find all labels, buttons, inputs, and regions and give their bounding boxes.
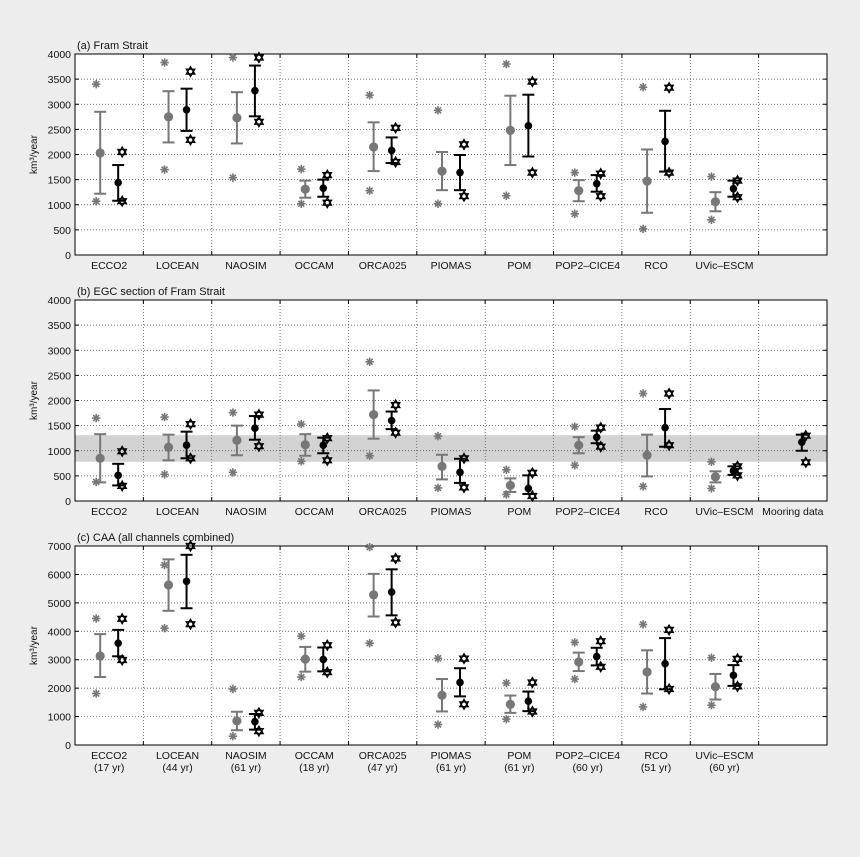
max-marker xyxy=(707,458,715,466)
max-marker xyxy=(639,620,647,628)
chart-panel-1 xyxy=(29,40,827,272)
min-marker xyxy=(571,210,579,218)
mean-marker xyxy=(319,441,327,449)
mean-marker xyxy=(96,148,105,157)
x-category-label: POP2–CICE4 xyxy=(555,260,621,272)
mean-marker xyxy=(251,424,259,432)
mean-marker xyxy=(114,639,122,647)
x-category-label: ORCA025 xyxy=(358,750,407,762)
mean-marker xyxy=(183,441,191,449)
x-category-label: POM xyxy=(507,750,532,762)
max-marker xyxy=(502,466,510,474)
mean-marker xyxy=(506,481,515,490)
x-category-label: PIOMAS xyxy=(430,260,472,272)
min-marker xyxy=(92,689,100,697)
mean-marker xyxy=(388,588,396,596)
min-marker xyxy=(502,490,510,498)
y-tick-label: 2000 xyxy=(47,683,71,696)
max-marker xyxy=(365,358,373,366)
min-marker xyxy=(502,192,510,200)
y-tick-label: 3000 xyxy=(47,345,71,358)
x-category-label: ECCO2 xyxy=(91,750,128,762)
mean-marker xyxy=(593,180,601,188)
x-category-label: LOCEAN xyxy=(155,260,200,272)
min-marker xyxy=(297,457,305,465)
mean-marker xyxy=(574,657,583,666)
mean-marker xyxy=(642,177,651,186)
y-axis-label: km³/year xyxy=(29,626,40,665)
x-category-label: ORCA025 xyxy=(358,260,407,272)
mean-marker xyxy=(525,122,533,130)
mean-marker xyxy=(574,441,583,450)
y-tick-label: 3500 xyxy=(47,74,71,87)
min-marker xyxy=(160,165,168,173)
mean-marker xyxy=(251,87,259,95)
mean-marker xyxy=(711,197,720,206)
min-marker xyxy=(502,715,510,723)
max-marker xyxy=(434,106,442,114)
mean-marker xyxy=(251,718,259,726)
y-tick-label: 4000 xyxy=(47,626,71,639)
mean-marker xyxy=(183,106,191,114)
mean-marker xyxy=(506,700,515,709)
min-marker xyxy=(160,470,168,478)
max-marker xyxy=(92,414,100,422)
max-marker xyxy=(571,168,579,176)
mean-marker xyxy=(96,454,105,463)
x-category-label: PIOMAS xyxy=(430,750,472,762)
mean-marker xyxy=(301,185,310,194)
mean-marker xyxy=(437,462,446,471)
max-marker xyxy=(434,654,442,662)
max-marker xyxy=(160,561,168,569)
max-marker xyxy=(229,685,237,693)
max-marker xyxy=(502,60,510,68)
mean-marker xyxy=(388,147,396,155)
x-category-label: ECCO2 xyxy=(91,506,128,518)
mean-marker xyxy=(114,472,122,480)
x-category-label: RCO xyxy=(644,506,668,518)
x-category-sublabel: (17 yr) xyxy=(94,762,125,774)
y-tick-label: 1500 xyxy=(47,420,71,433)
mean-marker xyxy=(96,651,105,660)
x-category-sublabel: (61 yr) xyxy=(230,762,262,774)
x-category-label: OCCAM xyxy=(294,750,334,762)
panel-title: (c) CAA (all channels combined) xyxy=(77,532,235,544)
y-tick-label: 1000 xyxy=(47,711,71,724)
mean-marker xyxy=(456,169,464,177)
max-marker xyxy=(571,638,579,646)
y-tick-label: 3000 xyxy=(47,654,71,667)
x-category-sublabel: (60 yr) xyxy=(572,762,603,774)
max-marker xyxy=(707,172,715,180)
y-tick-label: 3500 xyxy=(47,320,71,333)
y-tick-label: 2000 xyxy=(47,395,71,408)
plot-area xyxy=(75,546,827,745)
mean-marker xyxy=(730,467,738,475)
mean-marker xyxy=(369,590,378,599)
x-category-label: NAOSIM xyxy=(225,506,267,518)
x-category-label: NAOSIM xyxy=(225,260,267,272)
x-category-label: LOCEAN xyxy=(155,750,200,762)
max-marker xyxy=(92,614,100,622)
max-marker xyxy=(434,432,442,440)
x-category-label: OCCAM xyxy=(294,260,334,272)
mean-marker xyxy=(456,679,464,687)
min-marker xyxy=(707,701,715,709)
max-marker xyxy=(707,654,715,662)
chart-panel-2 xyxy=(29,286,827,518)
x-category-sublabel: (61 yr) xyxy=(435,762,467,774)
x-category-label: ECCO2 xyxy=(91,260,128,272)
x-category-label: UVic–ESCM xyxy=(695,506,754,518)
min-marker xyxy=(571,675,579,683)
mean-marker xyxy=(525,697,533,705)
x-category-sublabel: (18 yr) xyxy=(299,762,330,774)
min-marker xyxy=(160,624,168,632)
x-category-sublabel: (61 yr) xyxy=(504,762,535,774)
min-marker xyxy=(92,478,100,486)
y-tick-label: 1500 xyxy=(47,174,71,187)
max-marker xyxy=(297,632,305,640)
y-tick-label: 1000 xyxy=(47,199,71,212)
min-marker xyxy=(229,173,237,181)
mean-marker xyxy=(642,451,651,460)
min-marker xyxy=(365,452,373,460)
y-tick-label: 5000 xyxy=(47,597,71,610)
mean-marker xyxy=(114,179,122,187)
max-marker xyxy=(160,413,168,421)
panel-title: (b) EGC section of Fram Strait xyxy=(77,286,225,298)
y-tick-label: 2500 xyxy=(47,124,71,137)
x-category-label: NAOSIM xyxy=(225,750,267,762)
min-marker xyxy=(639,703,647,711)
x-category-label: ORCA025 xyxy=(358,506,407,518)
min-marker xyxy=(92,197,100,205)
mean-marker xyxy=(232,436,241,445)
mean-marker xyxy=(711,682,720,691)
y-tick-label: 0 xyxy=(65,740,71,752)
x-category-label: UVic–ESCM xyxy=(695,750,754,762)
mean-marker xyxy=(711,472,720,481)
mean-marker xyxy=(525,485,533,493)
min-marker xyxy=(571,461,579,469)
mean-marker xyxy=(388,417,396,425)
min-marker xyxy=(434,720,442,728)
min-marker xyxy=(297,200,305,208)
y-tick-label: 0 xyxy=(65,496,71,508)
mean-marker xyxy=(730,672,738,680)
x-category-label: RCO xyxy=(644,260,668,272)
y-tick-label: 6000 xyxy=(47,569,71,582)
min-marker xyxy=(229,732,237,740)
x-category-label: POP2–CICE4 xyxy=(555,506,621,518)
mean-marker xyxy=(593,653,601,661)
panel-title: (a) Fram Strait xyxy=(77,40,148,52)
mean-marker xyxy=(301,440,310,449)
max-marker xyxy=(639,389,647,397)
mean-marker xyxy=(232,113,241,122)
max-marker xyxy=(365,543,373,551)
y-tick-label: 3000 xyxy=(47,99,71,112)
mean-marker xyxy=(437,166,446,175)
y-tick-label: 4000 xyxy=(47,49,71,61)
min-marker xyxy=(297,673,305,681)
max-marker xyxy=(229,408,237,416)
x-category-label: PIOMAS xyxy=(430,506,472,518)
min-marker xyxy=(707,484,715,492)
x-category-label: RCO xyxy=(644,750,668,762)
x-category-label: POP2–CICE4 xyxy=(555,750,621,762)
x-category-label: UVic–ESCM xyxy=(695,260,754,272)
x-category-label: LOCEAN xyxy=(155,506,200,518)
x-category-sublabel: (60 yr) xyxy=(709,762,740,774)
min-marker xyxy=(365,639,373,647)
mean-marker xyxy=(506,126,515,135)
mean-marker xyxy=(437,691,446,700)
max-marker xyxy=(297,420,305,428)
max-marker xyxy=(639,83,647,91)
mean-marker xyxy=(164,443,173,452)
y-tick-label: 2500 xyxy=(47,370,71,383)
max-marker xyxy=(92,80,100,88)
max-marker xyxy=(502,679,510,687)
y-axis-label: km³/year xyxy=(29,381,40,420)
mean-marker xyxy=(232,716,241,725)
x-category-sublabel: (47 yr) xyxy=(367,762,398,774)
mean-marker xyxy=(164,580,173,589)
mean-marker xyxy=(661,660,669,668)
min-marker xyxy=(707,216,715,224)
x-category-label: OCCAM xyxy=(294,506,334,518)
y-axis-label: km³/year xyxy=(29,135,40,174)
mean-marker xyxy=(798,438,806,446)
min-marker xyxy=(229,468,237,476)
chart-panel-3 xyxy=(29,532,827,774)
mean-marker xyxy=(319,656,327,664)
mean-marker xyxy=(183,577,191,585)
min-marker xyxy=(434,484,442,492)
max-marker xyxy=(365,91,373,99)
y-tick-label: 4000 xyxy=(47,295,71,307)
mean-marker xyxy=(164,112,173,121)
mean-marker xyxy=(574,186,583,195)
mean-marker xyxy=(456,469,464,477)
mean-marker xyxy=(661,424,669,432)
mean-marker xyxy=(593,433,601,441)
y-tick-label: 7000 xyxy=(47,541,71,553)
min-marker xyxy=(639,482,647,490)
max-marker xyxy=(160,58,168,66)
mean-marker xyxy=(730,185,738,193)
min-marker xyxy=(639,225,647,233)
x-category-label: Mooring data xyxy=(762,506,824,518)
y-tick-label: 500 xyxy=(53,470,71,483)
max-marker xyxy=(571,422,579,430)
y-tick-label: 0 xyxy=(65,250,71,262)
mean-marker xyxy=(319,184,327,192)
mean-marker xyxy=(642,667,651,676)
mean-marker xyxy=(369,410,378,419)
mean-marker xyxy=(301,655,310,664)
min-marker xyxy=(365,186,373,194)
mean-marker xyxy=(369,142,378,151)
x-category-label: POM xyxy=(507,260,532,272)
y-tick-label: 1000 xyxy=(47,445,71,458)
x-category-label: POM xyxy=(507,506,532,518)
max-marker xyxy=(229,53,237,61)
max-marker xyxy=(297,165,305,173)
mean-marker xyxy=(661,138,669,146)
y-tick-label: 2000 xyxy=(47,149,71,162)
x-category-sublabel: (44 yr) xyxy=(162,762,193,774)
min-marker xyxy=(434,200,442,208)
y-tick-label: 500 xyxy=(53,224,71,237)
x-category-sublabel: (51 yr) xyxy=(640,762,672,774)
